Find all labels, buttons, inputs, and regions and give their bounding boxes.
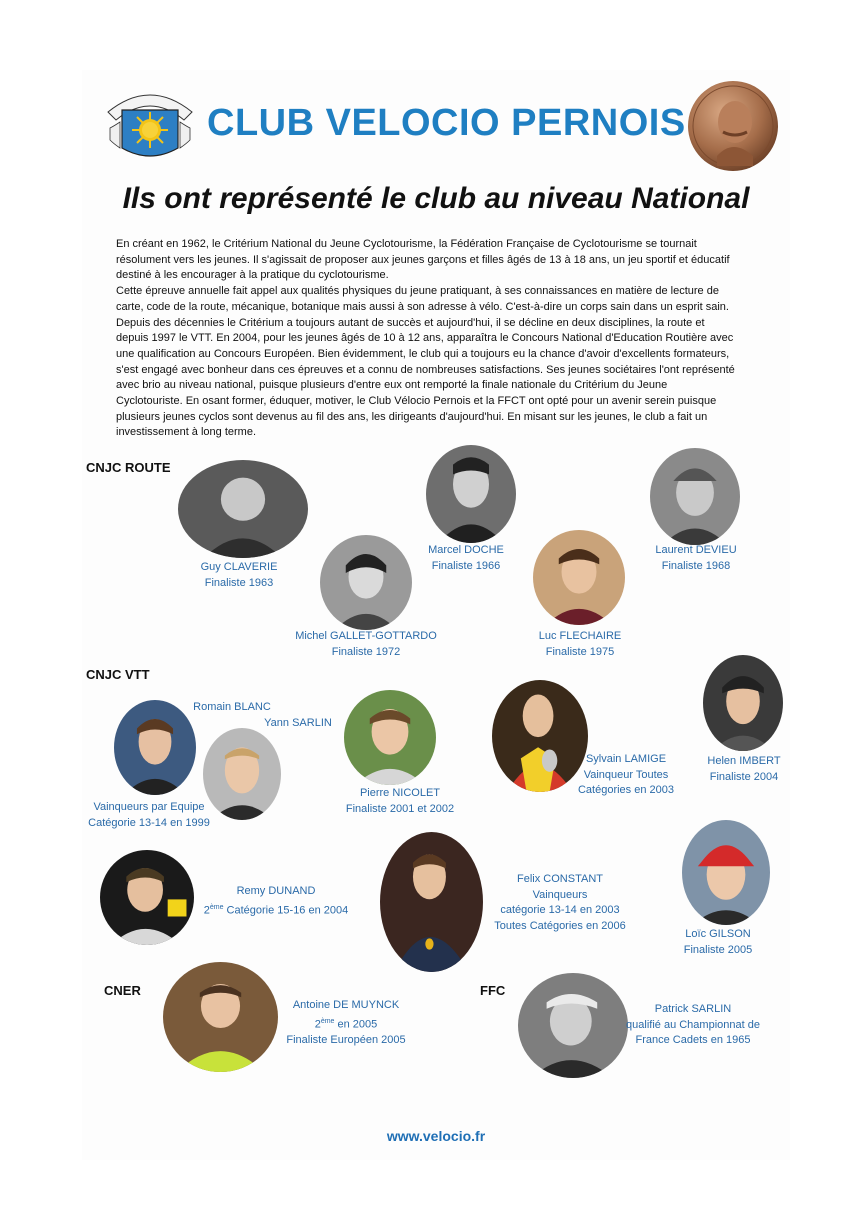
intro-line: plusieurs jeunes cyclos sont devenus au fil des ans, les dirigeants d'aujourd'hui. En misant sur les jeunes, le club a fait un xyxy=(116,410,708,423)
caption-detail: Finaliste 2005 xyxy=(683,943,753,956)
section-ffc: FFC xyxy=(480,983,506,998)
page-title: Ils ont représenté le club au niveau National xyxy=(122,182,750,215)
caption-name: Guy CLAVERIE xyxy=(200,561,278,573)
caption-name: Yann SARLIN xyxy=(264,717,332,729)
intro-paragraph xyxy=(116,237,788,441)
intro-line: Depuis des décennies le Critérium a toujours autant de succès et aujourd'hui, il se décline en deux disciplines, la route et xyxy=(116,316,705,329)
photo-felix-constant xyxy=(380,832,483,972)
caption-patrick-sarlin xyxy=(618,1002,768,1049)
caption-sylvain-lamige xyxy=(566,752,686,799)
caption-remy-dunand xyxy=(190,884,362,919)
caption-luc-flechaire xyxy=(525,629,635,660)
section-cnjc-route: CNJC ROUTE xyxy=(86,460,171,475)
caption-romain-blanc xyxy=(190,700,274,716)
caption-name: Antoine DE MUYNCK xyxy=(292,999,400,1011)
caption-detail: qualifié au Championnat de xyxy=(626,1018,760,1031)
intro-line: Cyclotouriste. En osant former, éduquer, motiver, le Club Vélocio Pernois et la FFCT ont opté pour un avenir serein puisque xyxy=(116,395,717,408)
intro-line: carte, code de la route, mécanique, botanique mais aussi à son adresse à vélo. C'est-à-dire un corps sain dans un esprit sain. xyxy=(116,300,729,313)
footer-url-link[interactable]: www.velocio.fr xyxy=(386,1128,486,1144)
caption-detail: Finaliste 1975 xyxy=(545,645,615,658)
intro-line: Cette épreuve annuelle fait appel aux qualités physiques du jeune pratiquant, à ses connaissances en matière de lecture de xyxy=(116,285,719,298)
portrait-medal-icon xyxy=(687,80,779,172)
caption-pierre-nicolet xyxy=(330,786,470,817)
caption-name: Luc FLECHAIRE xyxy=(538,630,622,642)
caption-detail xyxy=(276,1014,416,1033)
caption-detail: catégorie 13-14 en 2003 xyxy=(500,904,620,916)
intro-line: une qualification au Concours Européen. Bien évidemment, le club qui a toujours eu la chance d'avoir d'excellents formateurs, xyxy=(116,347,730,360)
caption-name: Felix CONSTANT xyxy=(517,873,603,885)
rank-suffix: ème xyxy=(320,1017,335,1025)
photo-remy-dunand xyxy=(100,850,194,945)
intro-line: destiné à les encourager à la pratique du cyclotourisme. xyxy=(116,269,389,282)
caption-marcel-doche xyxy=(410,543,522,574)
caption-antoine-de-muynck xyxy=(276,998,416,1048)
caption-name: Patrick SARLIN xyxy=(654,1003,732,1015)
photo-antoine-de-muynck xyxy=(163,962,278,1072)
caption-detail: Finaliste Européen 2005 xyxy=(286,1033,406,1046)
photo-helen-imbert xyxy=(703,655,783,751)
caption-laurent-devieu xyxy=(635,543,757,574)
intro-line: depuis 1997 le VTT. En 2004, pour les jeunes âgés de 10 à 12 ans, apparaîtra le Concours National d'Education Routière avec xyxy=(116,332,734,345)
caption-michel-gallet-gottardo xyxy=(280,629,452,660)
photo-luc-flechaire xyxy=(533,530,625,625)
caption-equipe xyxy=(74,800,224,831)
caption-yann-sarlin xyxy=(256,716,340,732)
photo-marcel-doche xyxy=(426,445,516,543)
caption-name: Loïc GILSON xyxy=(685,928,751,940)
caption-detail: Catégorie 13-14 en 1999 xyxy=(88,816,210,829)
caption-name: Sylvain LAMIGE xyxy=(585,753,667,765)
photo-patrick-sarlin xyxy=(518,973,628,1078)
rank-suffix: ème xyxy=(209,903,224,911)
caption-detail: Vainqueurs xyxy=(532,888,588,901)
caption-name: Romain BLANC xyxy=(193,701,271,713)
caption-detail: Finaliste 1966 xyxy=(431,559,501,572)
intro-line: résolument vers les jeunes. Il s'agissait de proposer aux jeunes garçons et filles âgés de 13 à 18 ans, un jeu sportif et éducatif xyxy=(116,253,730,266)
photo-loic-gilson xyxy=(682,820,770,925)
rank-text: Catégorie 15-16 en 2004 xyxy=(223,904,349,917)
caption-detail: Catégories en 2003 xyxy=(577,784,674,796)
caption-detail: Finaliste 1963 xyxy=(204,576,274,589)
caption-name: Marcel DOCHE xyxy=(428,544,504,556)
caption-detail: Finaliste 2004 xyxy=(709,770,779,783)
intro-line: En créant en 1962, le Critérium National du Jeune Cyclotourisme, la Fédération Française de Cyclotourisme se tournait xyxy=(116,238,697,250)
caption-guy-claverie xyxy=(188,560,290,591)
caption-detail: France Cadets en 1965 xyxy=(635,1034,751,1046)
photo-michel-gallet-gottardo xyxy=(320,535,412,630)
rank-number: 2 xyxy=(203,904,210,917)
caption-name: Laurent DEVIEU xyxy=(655,544,737,556)
caption-detail: Finaliste 2001 et 2002 xyxy=(345,802,455,815)
sun-emblem-icon xyxy=(104,82,196,162)
section-cnjc-vtt: CNJC VTT xyxy=(86,667,150,682)
rank-text: en 2005 xyxy=(334,1018,378,1031)
photo-laurent-devieu xyxy=(650,448,740,545)
caption-name: Pierre NICOLET xyxy=(359,787,441,799)
rank-number: 2 xyxy=(314,1018,321,1031)
caption-loic-gilson xyxy=(668,927,768,958)
caption-detail xyxy=(190,900,362,919)
caption-name: Michel GALLET-GOTTARDO xyxy=(295,630,437,642)
caption-detail: Vainqueur Toutes xyxy=(583,768,669,781)
caption-name: Vainqueurs par Equipe xyxy=(93,801,205,813)
caption-helen-imbert xyxy=(694,754,794,785)
intro-line: avec brio au niveau national, puisque plusieurs d'entre eux ont remporté la finale nationale du Critérium du Jeune xyxy=(116,379,668,392)
intro-line: investissement à long terme. xyxy=(116,426,257,439)
caption-detail: Finaliste 1968 xyxy=(661,559,731,572)
caption-detail: Finaliste 1972 xyxy=(331,645,401,658)
caption-felix-constant xyxy=(484,872,636,934)
caption-name: Remy DUNAND xyxy=(236,885,316,897)
caption-name: Helen IMBERT xyxy=(707,755,781,767)
photo-guy-claverie xyxy=(178,460,308,558)
club-brand-title: CLUB VELOCIO PERNOIS xyxy=(207,102,686,144)
photo-romain-blanc xyxy=(114,700,196,795)
intro-line: s'est engagé avec bonheur dans ces épreuves et a connu de nombreuses satisfactions. Ses jeunes sociétaires l'ont représenté xyxy=(116,363,735,376)
caption-detail: Toutes Catégories en 2006 xyxy=(494,919,626,932)
section-cner: CNER xyxy=(104,983,141,998)
photo-pierre-nicolet xyxy=(344,690,436,785)
